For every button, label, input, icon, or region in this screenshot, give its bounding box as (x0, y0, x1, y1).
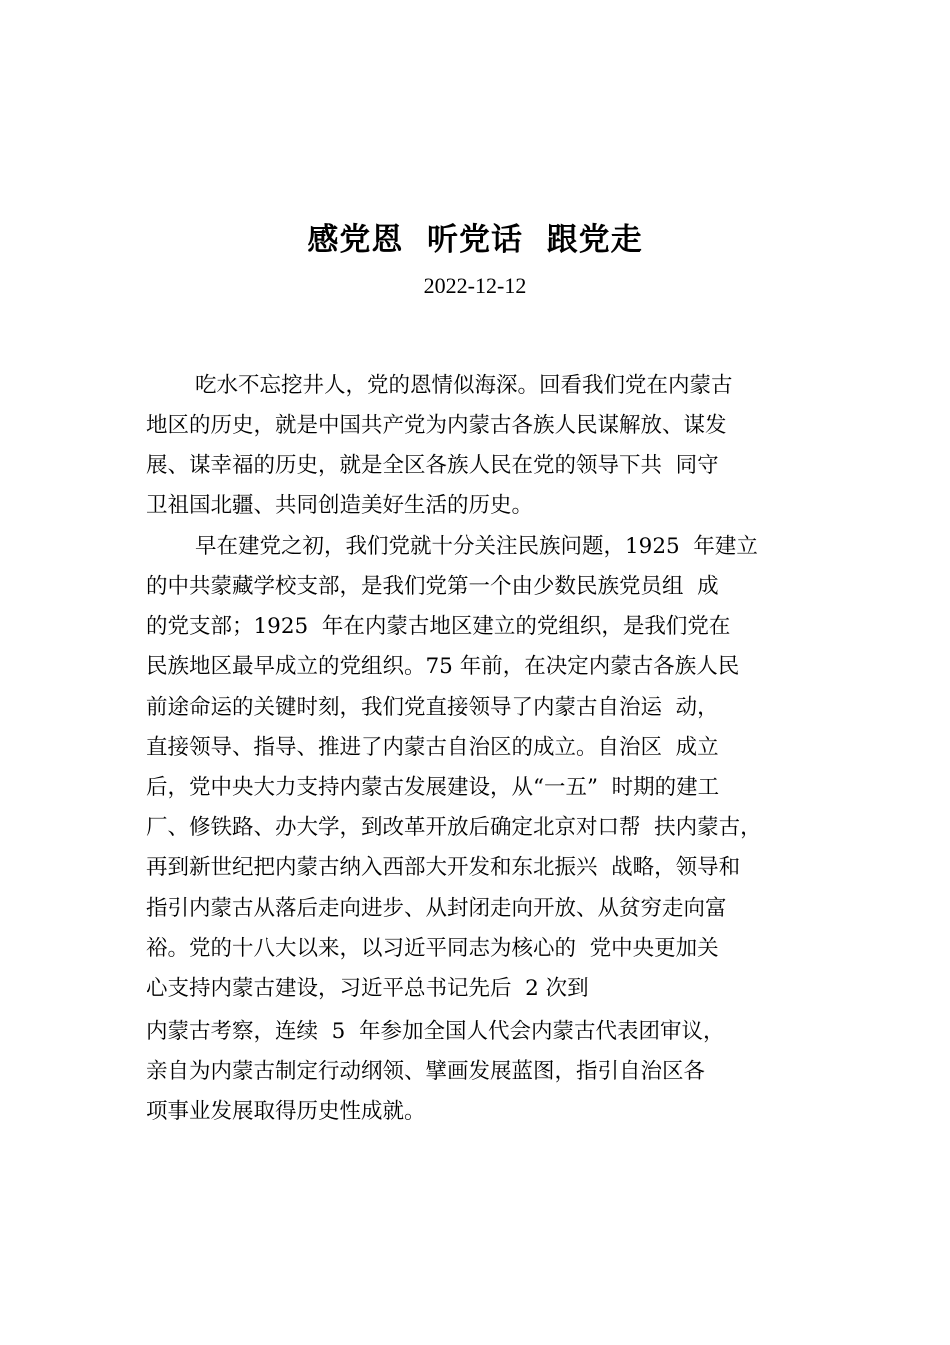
paragraph-line: 早在建党之初，我们党就十分关注民族问题，1925 年建立 (195, 534, 758, 559)
paragraph-line: 的中共蒙藏学校支部，是我们党第一个由少数民族党员组 成 (146, 574, 719, 599)
paragraph-line: 指引内蒙古从落后走向进步、从封闭走向开放、从贫穷走向富 (146, 896, 727, 921)
paragraph-line: 心支持内蒙古建设，习近平总书记先后 2 次到 (146, 976, 589, 1001)
paragraph-line: 的党支部；1925 年在内蒙古地区建立的党组织，是我们党在 (146, 614, 731, 639)
paragraph-line: 亲自为内蒙古制定行动纲领、擘画发展蓝图，指引自治区各 (146, 1059, 706, 1084)
paragraph-line: 地区的历史，就是中国共产党为内蒙古各族人民谋解放、谋发 (146, 413, 727, 438)
paragraph-line: 裕。党的十八大以来，以习近平同志为核心的 党中央更加关 (146, 936, 719, 961)
paragraph-line: 直接领导、指导、推进了内蒙古自治区的成立。自治区 成立 (146, 735, 719, 760)
paragraph-line: 再到新世纪把内蒙古纳入西部大开发和东北振兴 战略，领导和 (146, 855, 741, 880)
paragraph-line: 内蒙古考察，连续 5 年参加全国人代会内蒙古代表团审议， (146, 1019, 725, 1044)
document-title: 感党恩 听党话 跟党走 (307, 222, 643, 258)
document-date: 2022-12-12 (423, 273, 527, 298)
paragraph-line: 后，党中央大力支持内蒙古发展建设，从“一五” 时期的建工 (146, 775, 720, 800)
paragraph-line: 吃水不忘挖井人，党的恩情似海深。回看我们党在内蒙古 (195, 373, 733, 398)
paragraph-line: 展、谋幸福的历史，就是全区各族人民在党的领导下共 同守 (146, 453, 719, 478)
paragraph-line: 项事业发展取得历史性成就。 (146, 1099, 426, 1124)
paragraph-line: 卫祖国北疆、共同创造美好生活的历史。 (146, 493, 534, 518)
paragraph-line: 民族地区最早成立的党组织。75 年前，在决定内蒙古各族人民 (146, 654, 740, 679)
paragraph-line: 厂、修铁路、办大学，到改革开放后确定北京对口帮 扶内蒙古， (146, 815, 762, 840)
paragraph-line: 前途命运的关键时刻，我们党直接领导了内蒙古自治运 动， (146, 695, 719, 720)
